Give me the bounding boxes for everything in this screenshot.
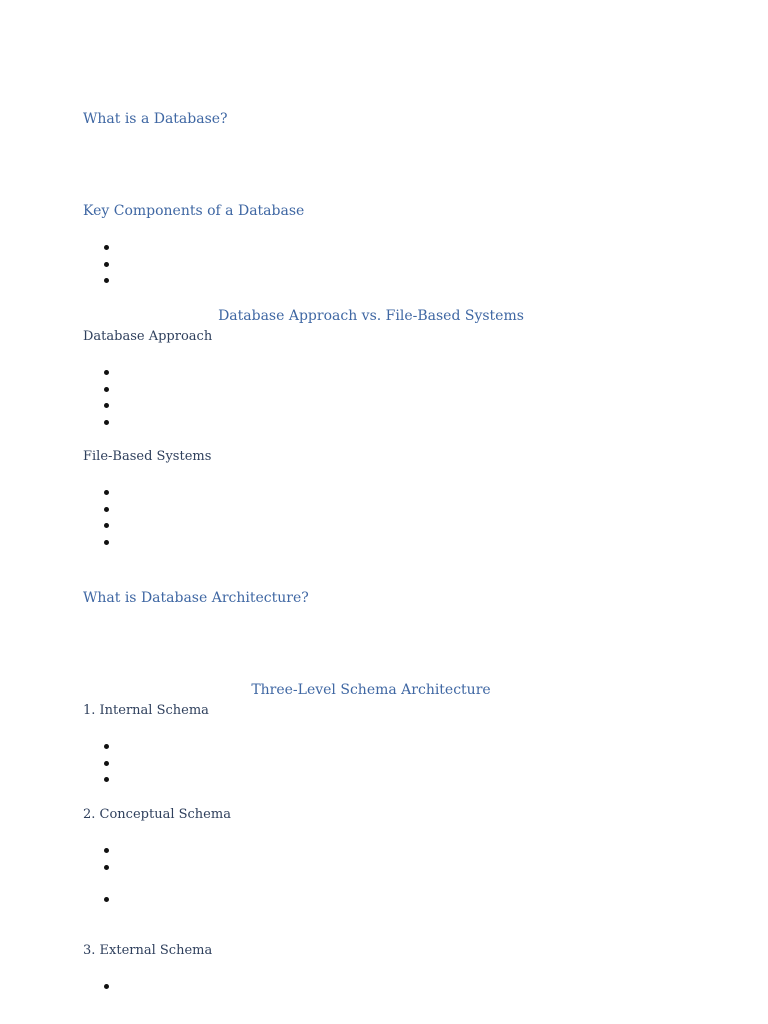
subheading-internal-schema: 1. Internal Schema [83, 703, 209, 718]
subheading-external-schema: 3. External Schema [83, 943, 213, 958]
subheading-file-based-systems: File-Based Systems [83, 449, 212, 464]
subheading-conceptual-schema: 2. Conceptual Schema [83, 807, 231, 822]
heading-what-is-database: What is a Database? [83, 111, 228, 127]
heading-key-components: Key Components of a Database [83, 203, 305, 219]
heading-what-is-architecture: What is Database Architecture? [83, 590, 309, 606]
heading-approach-vs-file: Database Approach vs. File-Based Systems [218, 308, 524, 324]
heading-three-level-schema: Three-Level Schema Architecture [251, 682, 491, 698]
subheading-database-approach: Database Approach [83, 329, 213, 344]
